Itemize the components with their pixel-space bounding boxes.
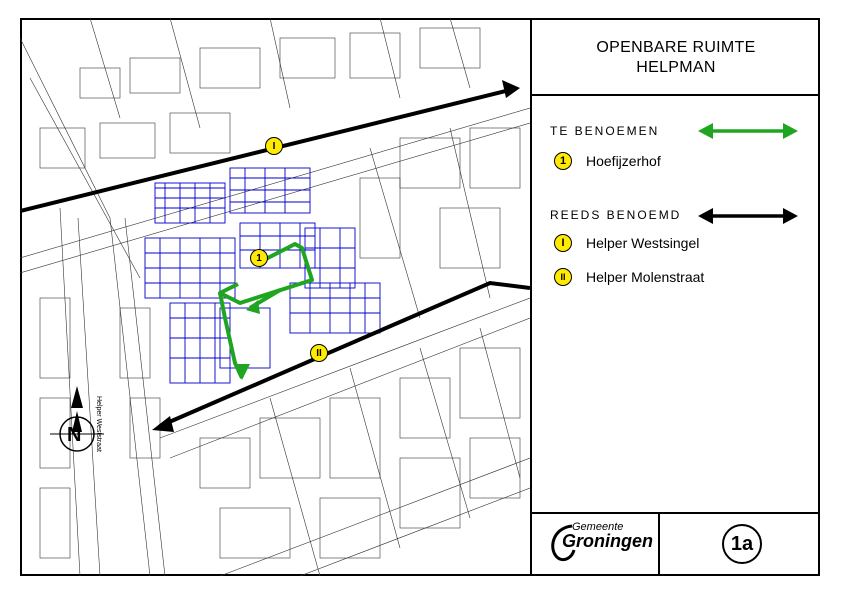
footer-box: [532, 512, 820, 576]
legend-heading-to-name: TE BENOEMEN: [550, 124, 660, 138]
logo-text-big: Groningen: [562, 531, 653, 551]
map-canvas: [20, 18, 530, 576]
north-arrow-icon: [42, 384, 112, 454]
page-title-line1: OPENBARE RUIMTE: [596, 39, 756, 56]
legend-item-helper-westsingel: [554, 233, 699, 253]
street-label-helper-weststraat: Helper Weststraat: [95, 396, 102, 452]
logo-text-small: Gemeente: [572, 521, 624, 533]
legend-label-hoefijzerhof: Hoefijzerhof: [586, 153, 661, 169]
legend-badge-I: I: [554, 234, 572, 252]
map-badge-molenstraat: II: [310, 344, 328, 362]
legend-heading-already-named: REEDS BENOEMD: [550, 208, 682, 222]
legend-label-helper-molenstraat: Helper Molenstraat: [586, 269, 705, 285]
map-badge-hoefijzerhof: 1: [250, 249, 268, 267]
legend-item-hoefijzerhof: [554, 151, 661, 171]
map-code-badge: 1a: [722, 524, 762, 564]
legend-item-helper-molenstraat: [554, 267, 704, 287]
page-title-line2: HELPMAN: [636, 59, 716, 76]
black-double-arrow-icon: [698, 207, 798, 225]
legend-badge-1: 1: [554, 152, 572, 170]
title-box: [532, 18, 820, 96]
municipality-logo: [532, 514, 660, 574]
north-label: N: [67, 424, 82, 446]
legend-label-helper-westsingel: Helper Westsingel: [586, 235, 700, 251]
legend-panel: [530, 18, 820, 576]
green-double-arrow-icon: [698, 122, 798, 140]
map-drawing: [20, 18, 530, 576]
legend-badge-II: II: [554, 268, 572, 286]
map-badge-westsingel: I: [265, 137, 283, 155]
